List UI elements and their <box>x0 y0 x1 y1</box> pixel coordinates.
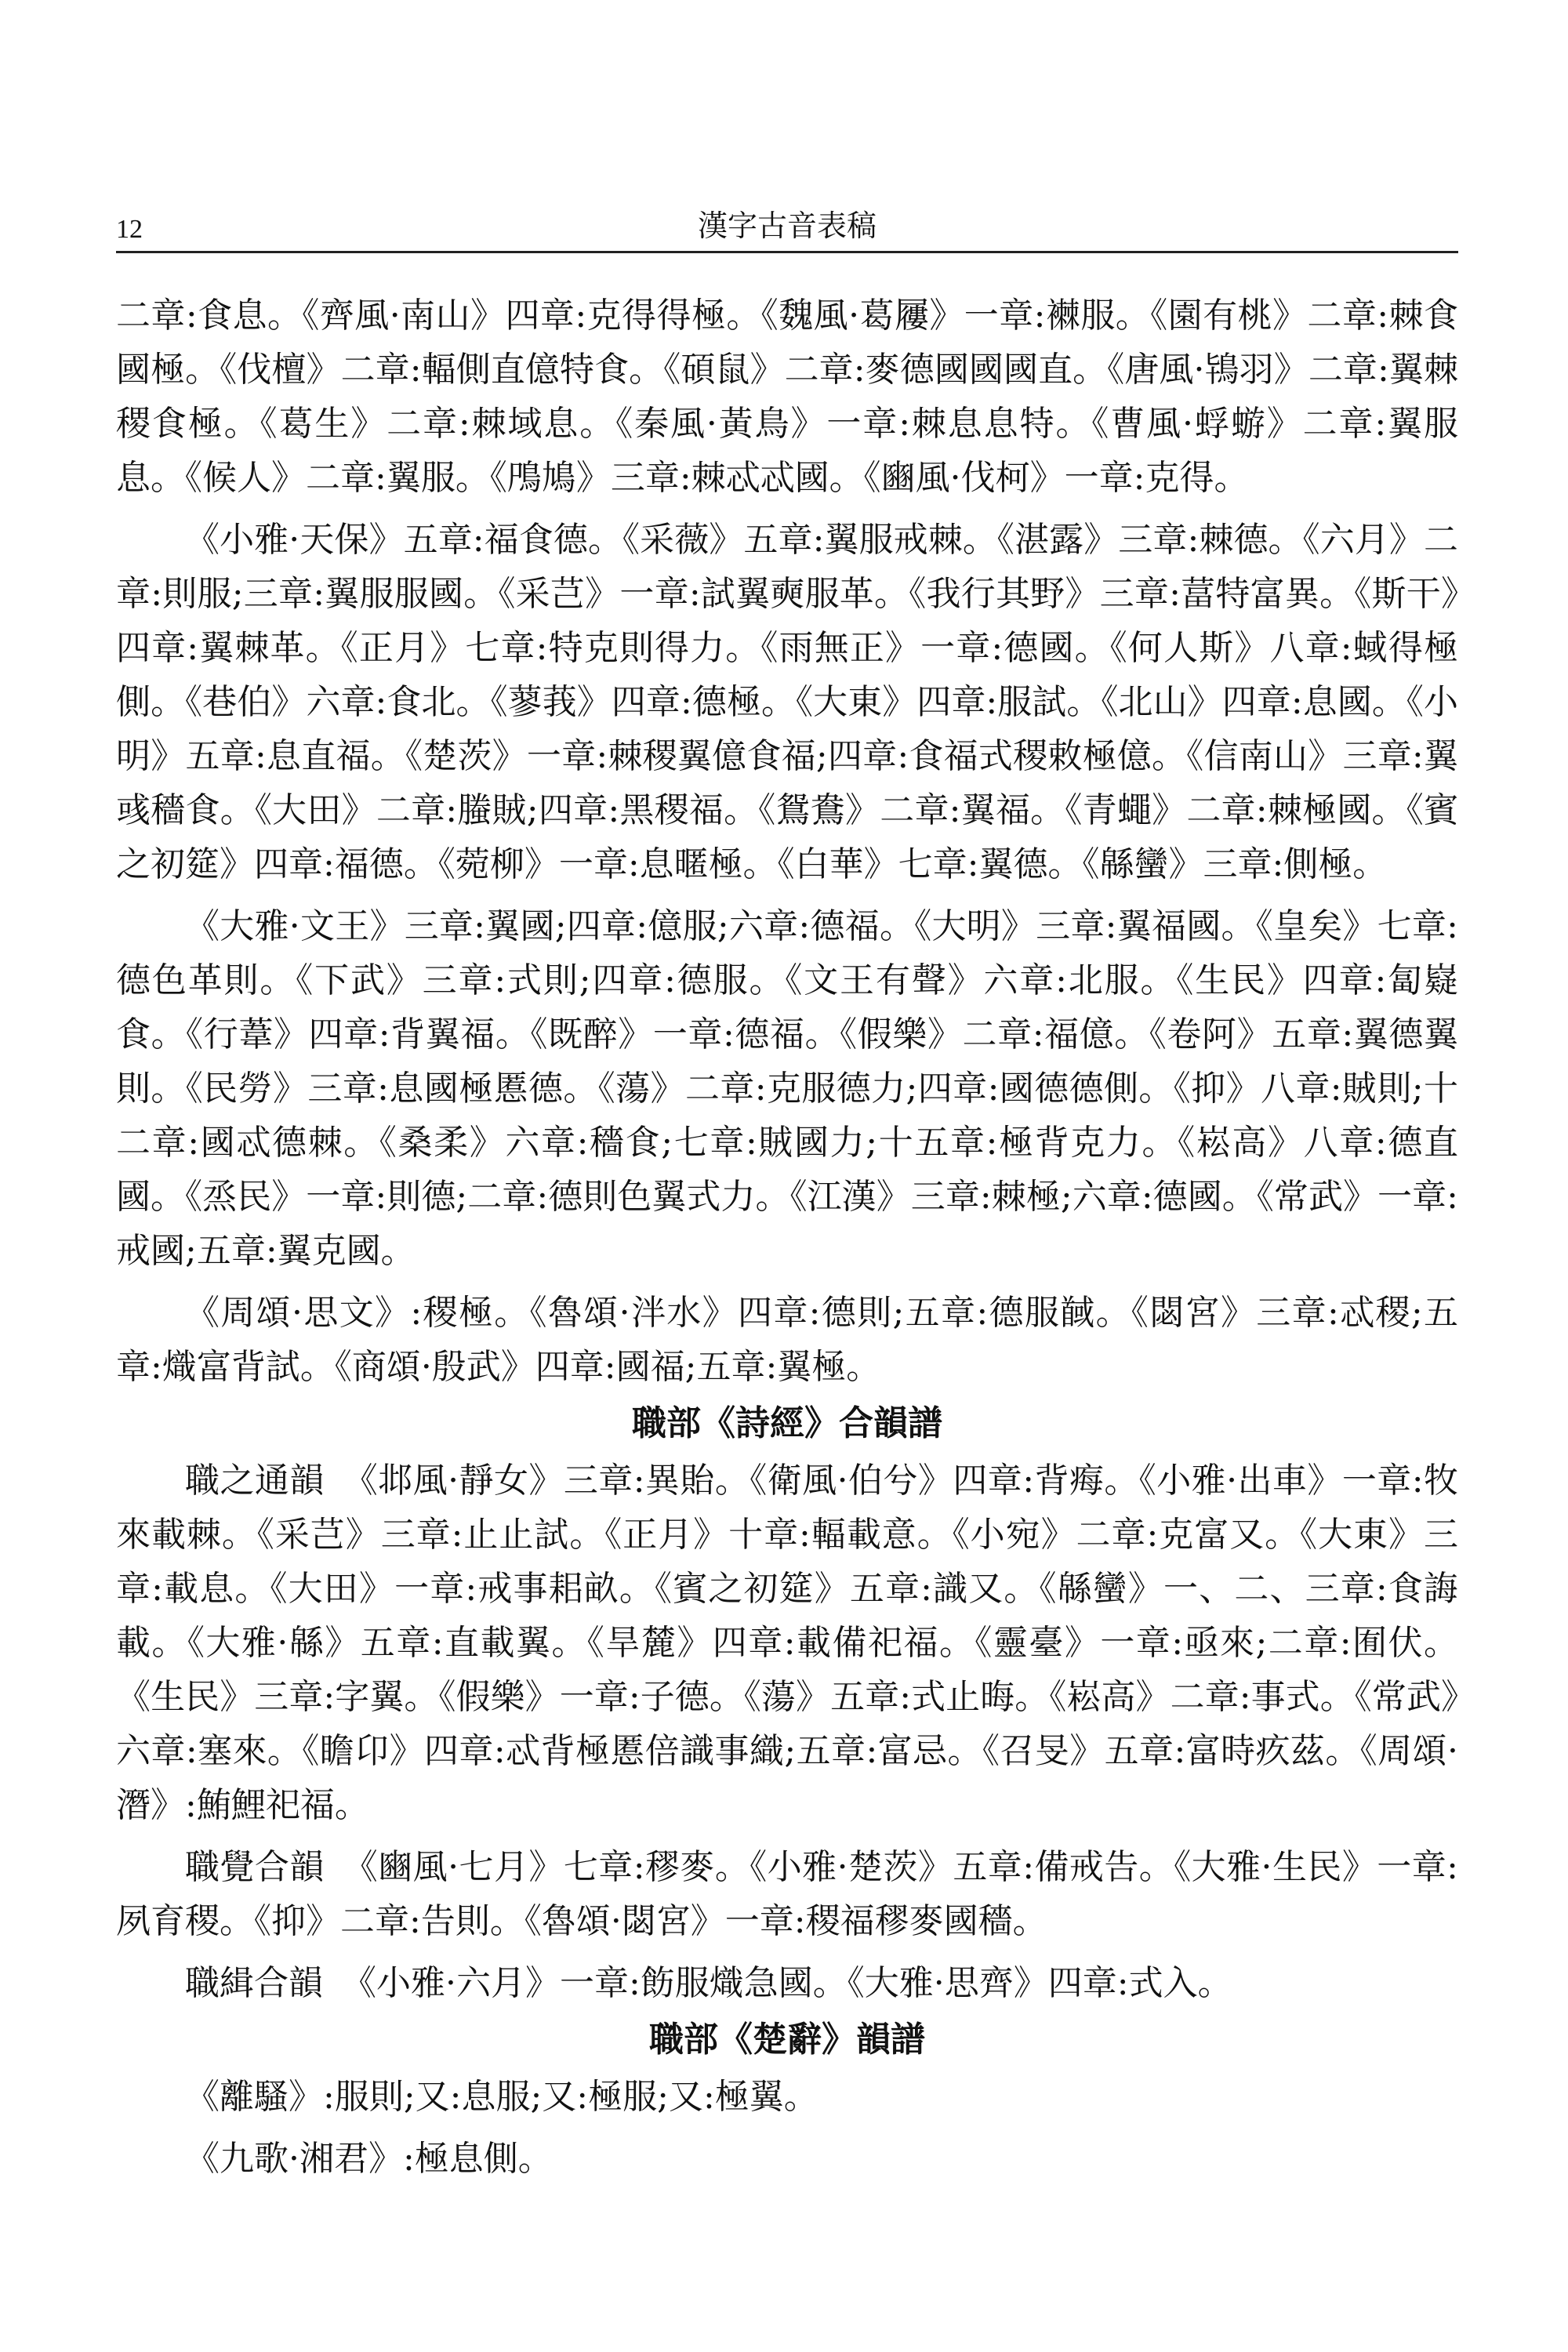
paragraph-zhi-jue-rhyme <box>116 1840 1458 1948</box>
rhyme-label-zhi-jue: 職覺合韻 <box>185 1847 325 1887</box>
page-number: 12 <box>116 215 143 244</box>
rhyme-text-zhi-ji: 《小雅·六月》一章:飭服熾急國。《大雅·思齊》四章:式入。 <box>342 1963 1232 2003</box>
paragraph-song: 《周頌·思文》:稷極。《魯頌·泮水》四章:德則;五章:德服馘。《閟宮》三章:忒稷;五章:熾富背試。《商頌·殷武》四章:國福;五章:翼極。 <box>116 1293 1458 1387</box>
section-heading-chuci: 職部《楚辭》韻譜 <box>649 2020 925 2060</box>
paragraph-xiao-ya: 《小雅·天保》五章:福食德。《采薇》五章:翼服戒棘。《湛露》三章:棘德。《六月》二章:則服;三章:翼服服國。《采芑》一章:試翼奭服革。《我行其野》三章:葍特富異。《斯干》四章:翼棘革。《正月》七章:特克則得力。《雨無正》一章:德國。《何人斯》八章:蜮得極側。《巷伯》六章:食北。《蓼莪》四章:德極。《大東》四章:服試。《北山》四章:息國。《小明》五章:息直福。《楚茨》一章:棘稷翼億食福;四章:食福式稷敕極億。《信南山》三章:翼彧穡食。《大田》二章:螣賊;四章:黑稷福。《鴛鴦》二章:翼福。《青蠅》二章:棘極國。《賓之初筵》四章:福德。《菀柳》一章:息暱極。《白華》七章:翼德。《緜蠻》三章:側極。 <box>116 520 1458 884</box>
chuci-line-lisao: 《離騷》:服則;又:息服;又:極服;又:極翼。 <box>185 2077 818 2117</box>
section-heading-shijing: 職部《詩經》合韻譜 <box>632 1403 942 1443</box>
rhyme-text-zhi-zhi: 《邶風·靜女》三章:異貽。《衛風·伯兮》四章:背痗。《小雅·出車》一章:牧來載棘。《采芑》三章:止止試。《正月》十章:輻載意。《小宛》二章:克富又。《大東》三章:載息。《大田》一章:戒事耜畝。《賓之初筵》五章:識又。《緜蠻》一、二、三章:食誨載。《大雅·緜》五章:直載翼。《旱麓》四章:載備祀福。《靈臺》一章:亟來;二章:囿伏。《生民》三章:字翼。《假樂》一章:子德。《蕩》五章:式止晦。《崧高》二章:事式。《常武》六章:塞來。《瞻卬》四章:忒背極慝倍識事織;五章:富忌。《召旻》五章:富時疚茲。《周頌·潛》:鮪鯉祀福。 <box>116 1461 1459 1825</box>
rhyme-label-zhi-zhi: 職之通韻 <box>185 1461 325 1501</box>
paragraph-zhi-ji-rhyme <box>116 1956 1458 2010</box>
rhyme-label-zhi-ji: 職緝合韻 <box>185 1963 323 2003</box>
paragraph-zhi-zhi-rhyme <box>116 1454 1458 1832</box>
paragraph-guo-feng: 二章:食息。《齊風·南山》四章:克得得極。《魏風·葛屨》一章:襋服。《園有桃》二章:棘食國極。《伐檀》二章:輻側直億特食。《碩鼠》二章:麥德國國國直。《唐風·鴇羽》二章:翼棘稷食極。《葛生》二章:棘域息。《秦風·黃鳥》一章:棘息息特。《曹風·蜉蝣》二章:翼服息。《候人》二章:翼服。《鳲鳩》三章:棘忒忒國。《豳風·伐柯》一章:克得。 <box>116 296 1458 498</box>
page-body <box>116 289 1458 2186</box>
chuci-line-xiangjun: 《九歌·湘君》:極息側。 <box>185 2139 553 2179</box>
paragraph-da-ya: 《大雅·文王》三章:翼國;四章:億服;六章:德福。《大明》三章:翼福國。《皇矣》七章:德色革則。《下武》三章:式則;四章:德服。《文王有聲》六章:北服。《生民》四章:匐嶷食。《行葦》四章:背翼福。《既醉》一章:德福。《假樂》二章:福億。《卷阿》五章:翼德翼則。《民勞》三章:息國極慝德。《蕩》二章:克服德力;四章:國德德側。《抑》八章:賊則;十二章:國忒德棘。《桑柔》六章:穡食;七章:賊國力;十五章:極背克力。《崧高》八章:德直國。《烝民》一章:則德;二章:德則色翼式力。《江漢》三章:棘極;六章:德國。《常武》一章:戒國;五章:翼克國。 <box>116 906 1458 1271</box>
page-header <box>116 205 1458 253</box>
running-title: 漢字古音表稿 <box>697 209 877 243</box>
rhyme-text-zhi-jue: 《豳風·七月》七章:穋麥。《小雅·楚茨》五章:備戒告。《大雅·生民》一章:夙育稷。《抑》二章:告則。《魯頌·閟宮》一章:稷福穋麥國穡。 <box>116 1847 1459 1941</box>
